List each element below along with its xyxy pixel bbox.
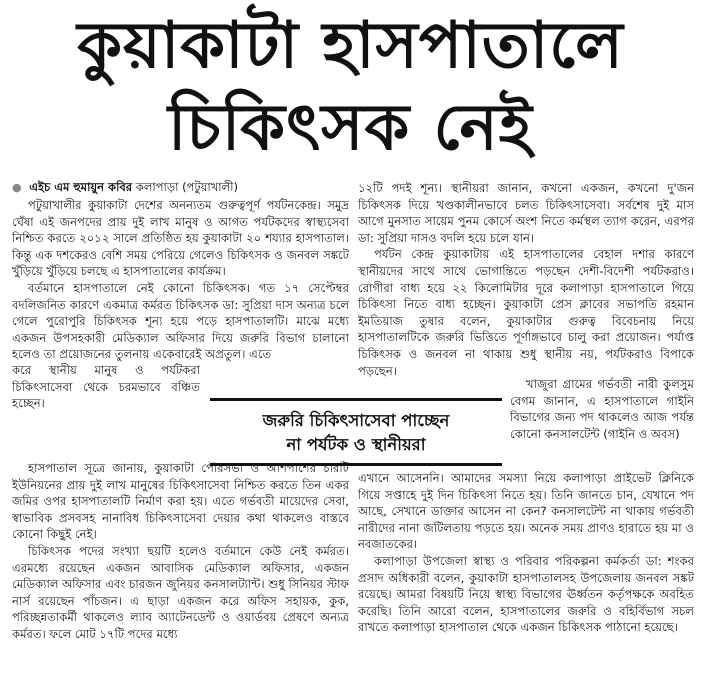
article-paragraph: হাসপাতাল সূত্রে জানায়, কুয়াকাটা পৌরসভা ও আশপাশের চারটি ইউনিয়নের প্রায় দুই লাখ মানুষের চিকিৎসাসেবা নিশ্চিত করতে তিন একর জমির ওপর হাসপাতালটি নির্মাণ করা হয়। এতে গর্ভবতী মায়েদের সেবা, স্বাভাবিক প্রসবসহ নানাবিধ চিকিৎসাসেবা দেয়ার কথা থাকলেও বাস্তবে কোনো কিছুই নেই। <box>12 461 349 542</box>
article-paragraph: চিকিৎসক পদের সংখ্যা ছয়টি হলেও বর্তমানে কেউ নেই কর্মরত। এরমধ্যে রয়েছেন একজন আবাসিক মেডিক্যাল অফিসার, একজন মেডিক্যাল অফিসার এবং চারজন জুনিয়র কনসালট্যান্ট। শুধু সিনিয়র স্টাফ নার্স রয়েছেন পাঁচজন। এ ছাড়া একজন করে অফিস সহায়ক, কুক, পরিচ্ছন্নতাকর্মী থাকলেও ল্যাব অ্যাটেনডেন্ট ও ওয়ার্ডবয় প্রেষণে অন্যত্র কর্মরত। ফলে মোট ১৭টি পদের মধ্যে <box>12 543 349 641</box>
article-column-left-bottom <box>12 460 349 643</box>
article-paragraph: বর্তমানে হাসপাতালে নেই কোনো চিকিৎসক। গত ১৭ সেপ্টেম্বর বদলিজনিত কারণে একমাত্র কর্মরত চিকিৎসক ডা: সুপ্রিয়া দাস অন্যত্র চলে গেলে পুরোপুরি চিকিৎসক শূন্য হয়ে পড়ে হাসপাতালটি। মাঝে মধ্যে একজন উপসহকারী মেডিক্যাল অফিসার দিয়ে জরুরি বিভাগ চালানো হলেও তা প্রয়োজনের তুলনায় একেবারেই অপ্রতুল। এতে <box>12 280 349 362</box>
byline-location: কলাপাড়া (পটুয়াখালী) <box>135 180 238 194</box>
article-paragraph: এখানে আসেননি। আমাদের সমস্যা নিয়ে কলাপাড়া প্রাইভেট ক্লিনিকে গিয়ে সপ্তাহে দুই দিন চিকিৎসা নিতে হয়। তিনি জানতে চান, যেখানে পদ আছে, সেখানে ডাক্তার আসেন না কেন? কনসালটেন্ট না থাকায় গর্ভবতী নারীদের নানা জটিলতায় পড়তে হয়। অনেক সময় প্রাণও হারাতে হয় মা ও নবজাতকের। <box>358 471 694 552</box>
headline-line-2: চিকিৎসক নেই <box>168 91 533 165</box>
article-column-left-top <box>12 197 349 363</box>
bullet-icon: ● <box>12 181 22 194</box>
article-paragraph: করে স্থানীয় মানুষ ও পর্যটকরা চিকিৎসাসেবা থেকে চরমভাবে বঞ্চিত হচ্ছেন। <box>12 363 200 411</box>
pull-quote-line-2: না পর্যটক ও স্থানীয়রা <box>286 435 426 454</box>
byline-author: এইচ এম হুমায়ুন কবির <box>29 180 133 194</box>
article-paragraph: খাজুরা গ্রামের গর্ভবতী নারী কুলসুম বেগম জানান, এ হাসপাতালে গাইনি বিভাগের জন্য পদ থাকলেও আজ পর্যন্ত কোনো কনসালটেন্ট (গাইনি ও অবস) <box>510 377 694 441</box>
article-paragraph: পটুয়াখালীর কুয়াকাটা দেশের অনন্যতম গুরুত্বপূর্ণ পর্যটনকেন্দ্র। সমুদ্র ঘেঁষা এই জনপদের প্রায় দুই লাখ মানুষ ও আগত পর্যটকদের স্বাস্থ্যসেবা নিশ্চিত করতে ২০১২ সালে প্রতিষ্ঠিত হয় কুয়াকাটা ২০ শয্যার হাসপাতাল। কিন্তু এক দশকেরও বেশি সময় পেরিয়ে গেলেও চিকিৎসক ও জনবল সঙ্কটে খুঁড়িয়ে খুঁড়িয়ে চলছে এ হাসপাতালের কার্যক্রম। <box>12 198 349 279</box>
article-paragraph: পর্যটন কেন্দ্র কুয়াকাটায় এই হাসপাতালের বেহাল দশার কারণে স্থানীয়দের সাথে সাথে ভোগান্তিতে পড়ছেন দেশী-বিদেশী পর্যটকরাও। রোগীরা বাধ্য হয়ে ২২ কিলোমিটার দূরে কলাপাড়া হাসপাতালে গিয়ে চিকিৎসা নিতে বাধ্য হচ্ছেন। কুয়াকাটা প্রেস ক্লাবের সভাপতি রহমান ইমতিয়াজ তুষার বলেন, কুয়াকাটার গুরুত্ব বিবেচনায় নিয়ে হাসপাতালটিকে জরুরি ভিত্তিতে পূর্ণাঙ্গভাবে চালু করা প্রয়োজন। পর্যাপ্ত চিকিৎসক ও জনবল না থাকায় শুধু স্থানীয় নয়, পর্যটকরাও বিপাকে পড়ছেন। <box>358 247 694 378</box>
article-column-right-top <box>358 180 694 379</box>
pull-quote-line-1: জরুরি চিকিৎসাসেবা পাচ্ছেন <box>262 411 450 430</box>
article-column-right-bottom <box>358 470 694 636</box>
byline <box>12 180 352 195</box>
article-paragraph: ১২টি পদই শূন্য। স্থানীয়রা জানান, কখনো একজন, কখনো দু'জন চিকিৎসক দিয়ে খণ্ডকালীনভাবে চলত চিকিৎসাসেবা। সর্বশেষ দুই মাস আগে মুনসাত সায়েম পুনম কোর্সে অংশ নিতে কর্মস্থল ত্যাগ করেন, এরপর ডা: সুপ্রিয়া দাসও বদলি হয়ে চলে যান। <box>358 181 694 245</box>
article-paragraph: কলাপাড়া উপজেলা স্বাস্থ্য ও পরিবার পরিকল্পনা কর্মকর্তা ডা: শংকর প্রসাদ অধিকারী বলেন, কুয়াকাটা হাসপাতালসহ উপজেলায় জনবল সঙ্কট রয়েছে। আমরা বিষয়টি নিয়ে স্বাস্থ্য বিভাগের ঊর্ধ্বতন কর্তৃপক্ষকে অবহিত করেছি। তিনি আরো বলেন, হাসপাতালের জরুরি ও বহির্বিভাগ সচল রাখতে কলাপাড়া হাসপাতাল থেকে একজন চিকিৎসক পাঠানো হয়েছে। <box>358 553 694 635</box>
headline-line-1: কুয়াকাটা হাসপাতালে <box>77 9 624 83</box>
article-column-right-wrap <box>510 376 694 442</box>
pull-quote <box>210 398 502 466</box>
article-column-left-wrap <box>12 362 200 412</box>
